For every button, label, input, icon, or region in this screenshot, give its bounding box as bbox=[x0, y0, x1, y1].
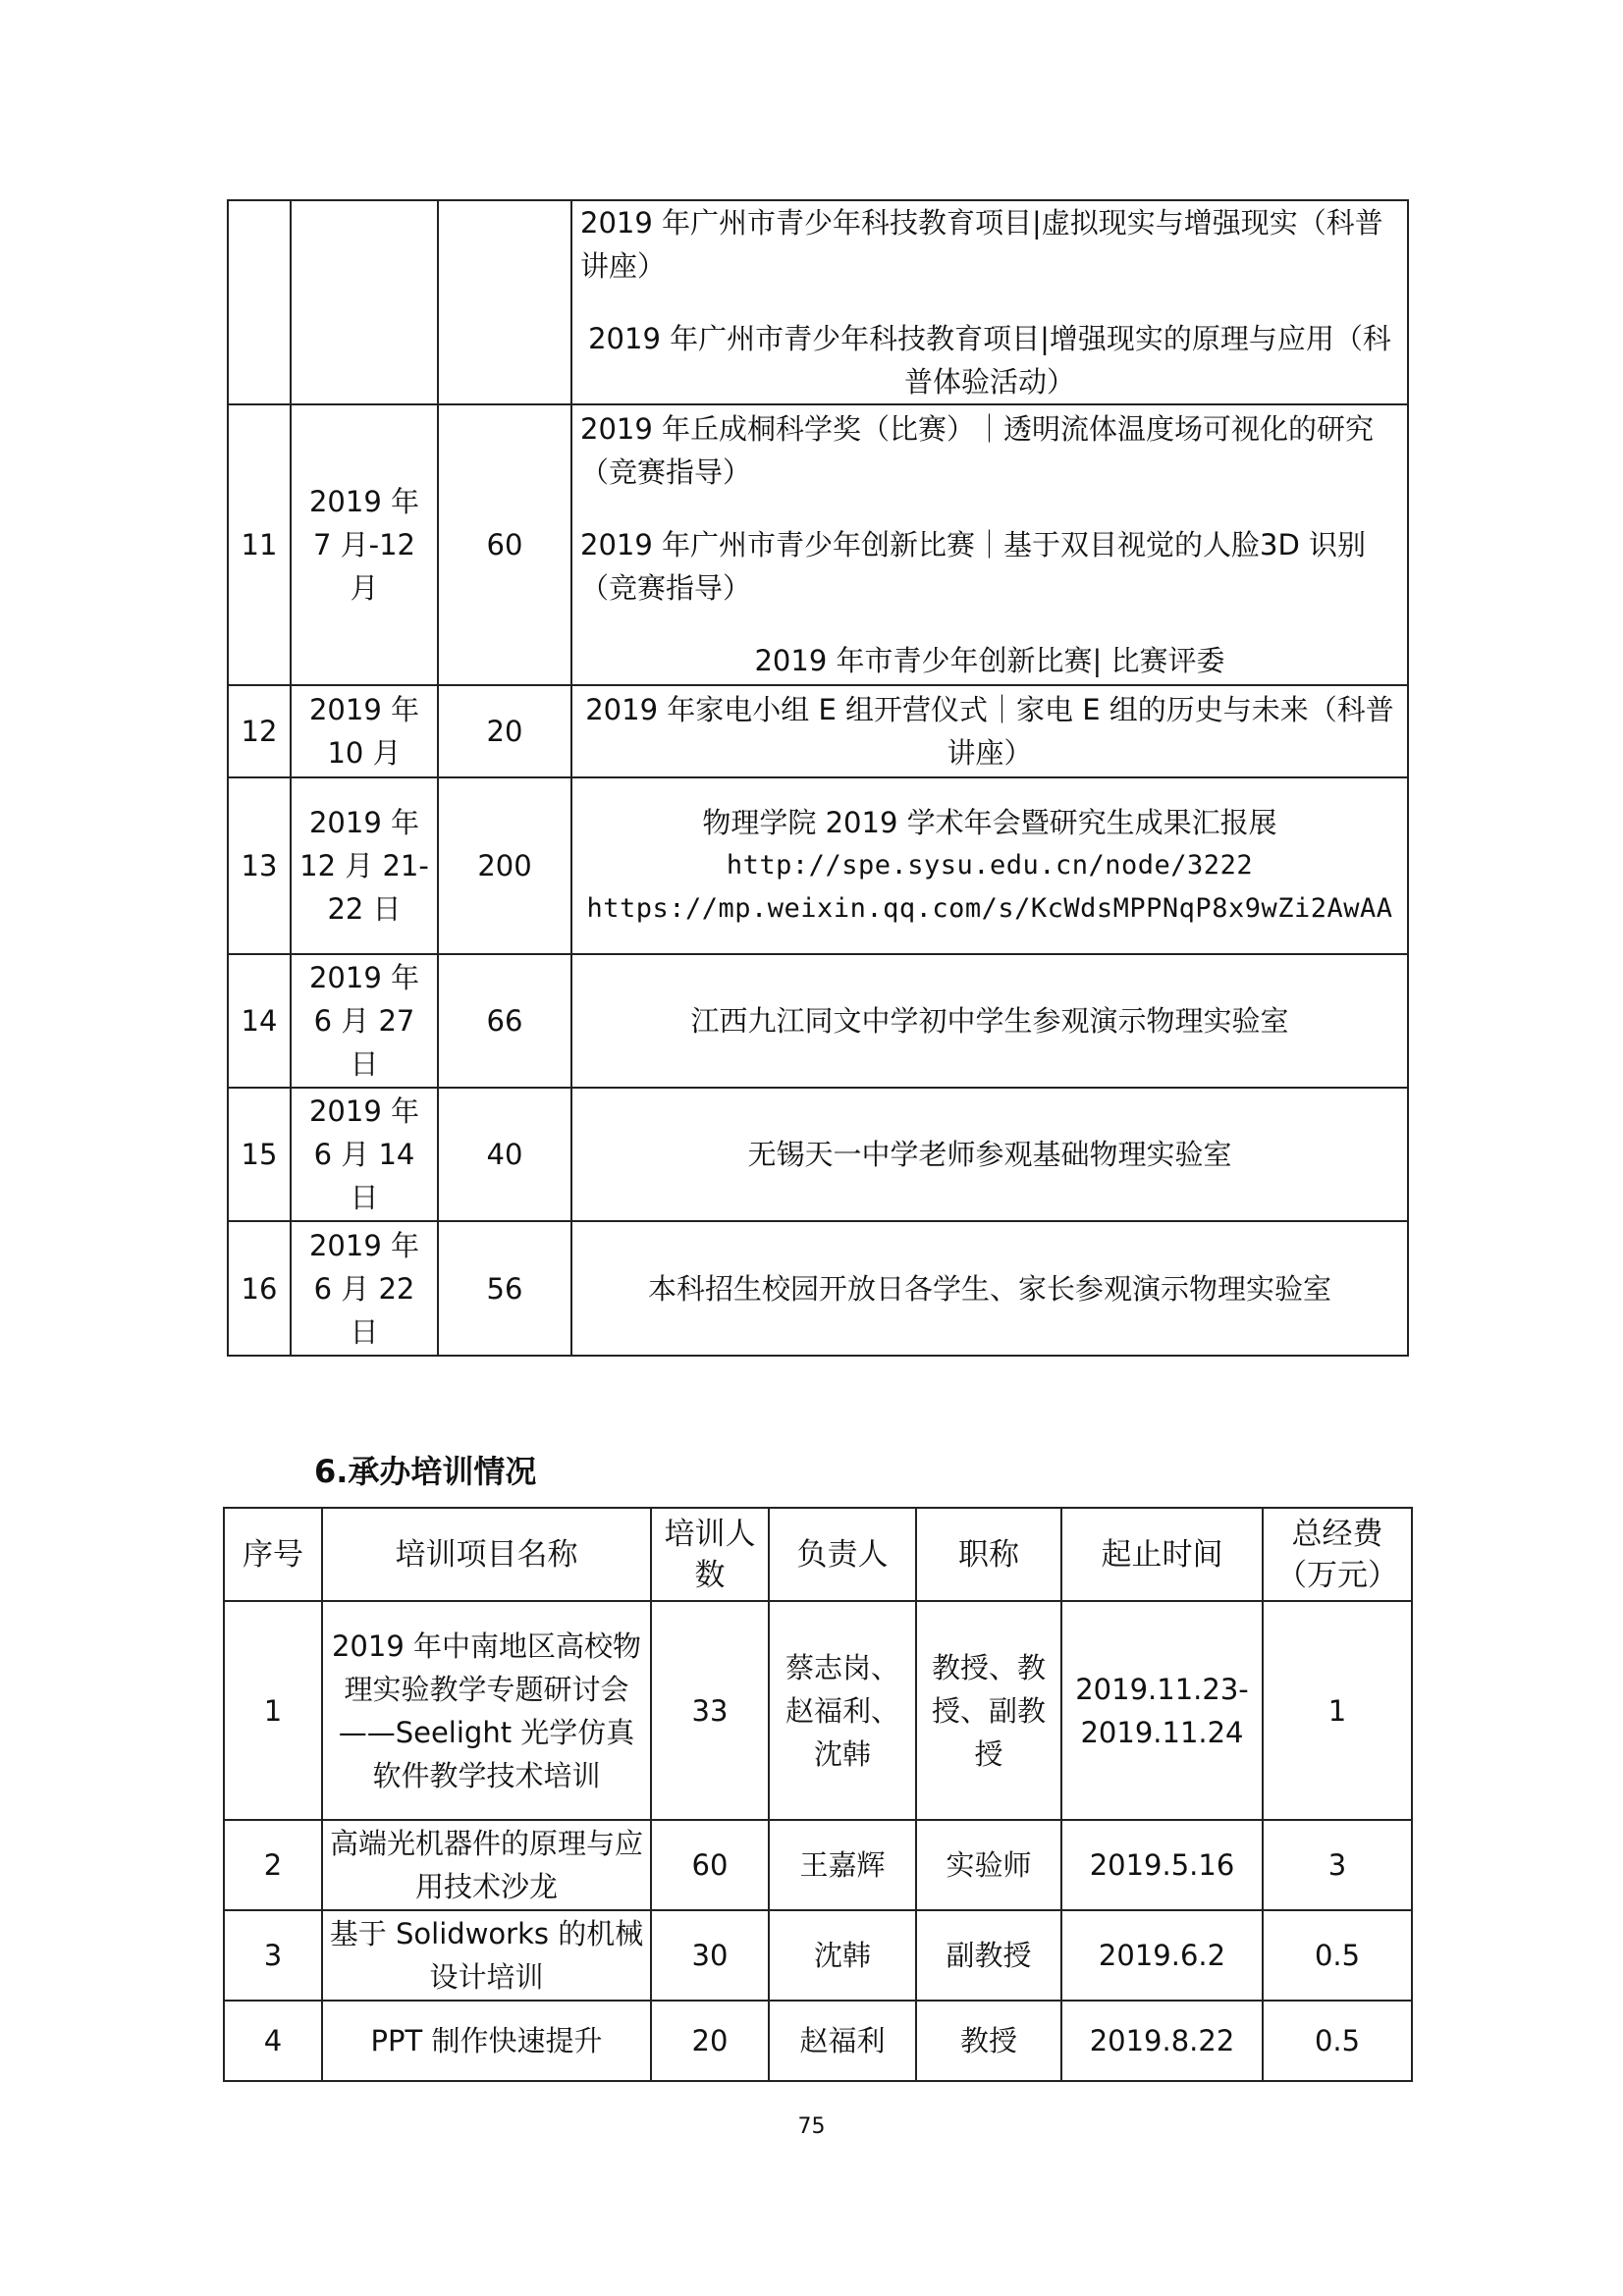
cell-title: 实验师 bbox=[916, 1820, 1061, 1910]
table-row bbox=[228, 954, 1408, 1088]
cell-count: 30 bbox=[651, 1910, 769, 2001]
activity-item: 2019 年丘成桐科学奖（比赛）｜透明流体温度场可视化的研究（竞赛指导） bbox=[580, 412, 1375, 489]
table-row bbox=[228, 404, 1408, 685]
activity-item: 2019 年广州市青少年科技教育项目|虚拟现实与增强现实（科普讲座） bbox=[580, 206, 1383, 283]
activity-item: 2019 年广州市青少年创新比赛｜基于双目视觉的人脸3D 识别（竞赛指导） bbox=[580, 528, 1367, 605]
cell-name: PPT 制作快速提升 bbox=[322, 2001, 651, 2081]
cell-count: 40 bbox=[438, 1088, 571, 1221]
cell-leader: 王嘉辉 bbox=[769, 1820, 916, 1910]
cell-no: 12 bbox=[228, 685, 291, 777]
cell-no: 11 bbox=[228, 404, 291, 685]
activity-item: 2019 年广州市青少年科技教育项目|增强现实的原理与应用（科普体验活动） bbox=[588, 322, 1391, 399]
cell-title: 副教授 bbox=[916, 1910, 1061, 2001]
cell-cost: 3 bbox=[1263, 1820, 1412, 1910]
activity-item: 2019 年市青少年创新比赛| 比赛评委 bbox=[754, 644, 1225, 677]
cell-date: 2019 年 7 月-12 月 bbox=[291, 404, 438, 685]
cell-count: 60 bbox=[438, 404, 571, 685]
table-row bbox=[228, 1221, 1408, 1356]
cell-name: 基于 Solidworks 的机械设计培训 bbox=[322, 1910, 651, 2001]
cell-no: 3 bbox=[224, 1910, 322, 2001]
table-row bbox=[224, 1601, 1412, 1820]
page-number: 75 bbox=[797, 2114, 826, 2139]
cell-activity bbox=[571, 1221, 1408, 1356]
cell-period: 2019.11.23-2019.11.24 bbox=[1061, 1601, 1263, 1820]
header-title: 职称 bbox=[916, 1508, 1061, 1601]
cell-period: 2019.5.16 bbox=[1061, 1820, 1263, 1910]
cell-count: 60 bbox=[651, 1820, 769, 1910]
cell-no: 1 bbox=[224, 1601, 322, 1820]
cell-no: 4 bbox=[224, 2001, 322, 2081]
cell-cost: 1 bbox=[1263, 1601, 1412, 1820]
cell-no bbox=[228, 200, 291, 404]
activity-title: 物理学院 2019 学术年会暨研究生成果汇报展 bbox=[702, 806, 1277, 839]
table-row bbox=[224, 2001, 1412, 2081]
table-row bbox=[228, 200, 1408, 404]
cell-activity bbox=[571, 200, 1408, 404]
activity-item: 无锡天一中学老师参观基础物理实验室 bbox=[747, 1138, 1232, 1171]
cell-leader: 沈韩 bbox=[769, 1910, 916, 2001]
cell-period: 2019.8.22 bbox=[1061, 2001, 1263, 2081]
table-row bbox=[228, 777, 1408, 954]
table-row bbox=[228, 1088, 1408, 1221]
cell-no: 14 bbox=[228, 954, 291, 1088]
header-cost: 总经费（万元） bbox=[1263, 1508, 1412, 1601]
cell-title: 教授 bbox=[916, 2001, 1061, 2081]
cell-leader: 赵福利 bbox=[769, 2001, 916, 2081]
cell-date: 2019 年 6 月 22 日 bbox=[291, 1221, 438, 1356]
cell-date: 2019 年 12 月 21-22 日 bbox=[291, 777, 438, 954]
cell-activity bbox=[571, 777, 1408, 954]
header-name: 培训项目名称 bbox=[322, 1508, 651, 1601]
header-period: 起止时间 bbox=[1061, 1508, 1263, 1601]
cell-title: 教授、教授、副教授 bbox=[916, 1601, 1061, 1820]
activity-link[interactable]: https://mp.weixin.qq.com/s/KcWdsMPPNqP8x9wZi2AwAA bbox=[586, 893, 1393, 924]
header-no: 序号 bbox=[224, 1508, 322, 1601]
cell-count: 56 bbox=[438, 1221, 571, 1356]
cell-count: 66 bbox=[438, 954, 571, 1088]
cell-leader: 蔡志岗、赵福利、沈韩 bbox=[769, 1601, 916, 1820]
cell-count: 20 bbox=[438, 685, 571, 777]
cell-no: 2 bbox=[224, 1820, 322, 1910]
cell-cost: 0.5 bbox=[1263, 2001, 1412, 2081]
cell-no: 15 bbox=[228, 1088, 291, 1221]
cell-period: 2019.6.2 bbox=[1061, 1910, 1263, 2001]
cell-date bbox=[291, 200, 438, 404]
cell-activity bbox=[571, 1088, 1408, 1221]
cell-date: 2019 年 6 月 27 日 bbox=[291, 954, 438, 1088]
activities-table bbox=[227, 199, 1409, 1357]
activity-item: 江西九江同文中学初中学生参观演示物理实验室 bbox=[690, 1004, 1289, 1038]
training-table bbox=[223, 1507, 1413, 2082]
cell-cost: 0.5 bbox=[1263, 1910, 1412, 2001]
activity-item: 本科招生校园开放日各学生、家长参观演示物理实验室 bbox=[647, 1271, 1331, 1306]
header-leader: 负责人 bbox=[769, 1508, 916, 1601]
cell-name: 2019 年中南地区高校物理实验教学专题研讨会——Seelight 光学仿真软件教学技术培训 bbox=[322, 1601, 651, 1820]
cell-count: 200 bbox=[438, 777, 571, 954]
cell-date: 2019 年 6 月 14 日 bbox=[291, 1088, 438, 1221]
activity-link[interactable]: http://spe.sysu.edu.cn/node/3222 bbox=[726, 850, 1254, 881]
table-row bbox=[224, 1910, 1412, 2001]
cell-no: 13 bbox=[228, 777, 291, 954]
cell-count bbox=[438, 200, 571, 404]
header-count: 培训人数 bbox=[651, 1508, 769, 1601]
table-row bbox=[224, 1820, 1412, 1910]
cell-count: 20 bbox=[651, 2001, 769, 2081]
cell-no: 16 bbox=[228, 1221, 291, 1356]
cell-activity bbox=[571, 404, 1408, 685]
cell-count: 33 bbox=[651, 1601, 769, 1820]
cell-activity bbox=[571, 954, 1408, 1088]
cell-date: 2019 年 10 月 bbox=[291, 685, 438, 777]
table-header-row bbox=[224, 1508, 1412, 1601]
table-row bbox=[228, 685, 1408, 777]
activity-item: 2019 年家电小组 E 组开营仪式｜家电 E 组的历史与未来（科普讲座） bbox=[585, 693, 1394, 770]
section-heading: 6.承办培训情况 bbox=[314, 1453, 537, 1490]
cell-activity bbox=[571, 685, 1408, 777]
cell-name: 高端光机器件的原理与应用技术沙龙 bbox=[322, 1820, 651, 1910]
